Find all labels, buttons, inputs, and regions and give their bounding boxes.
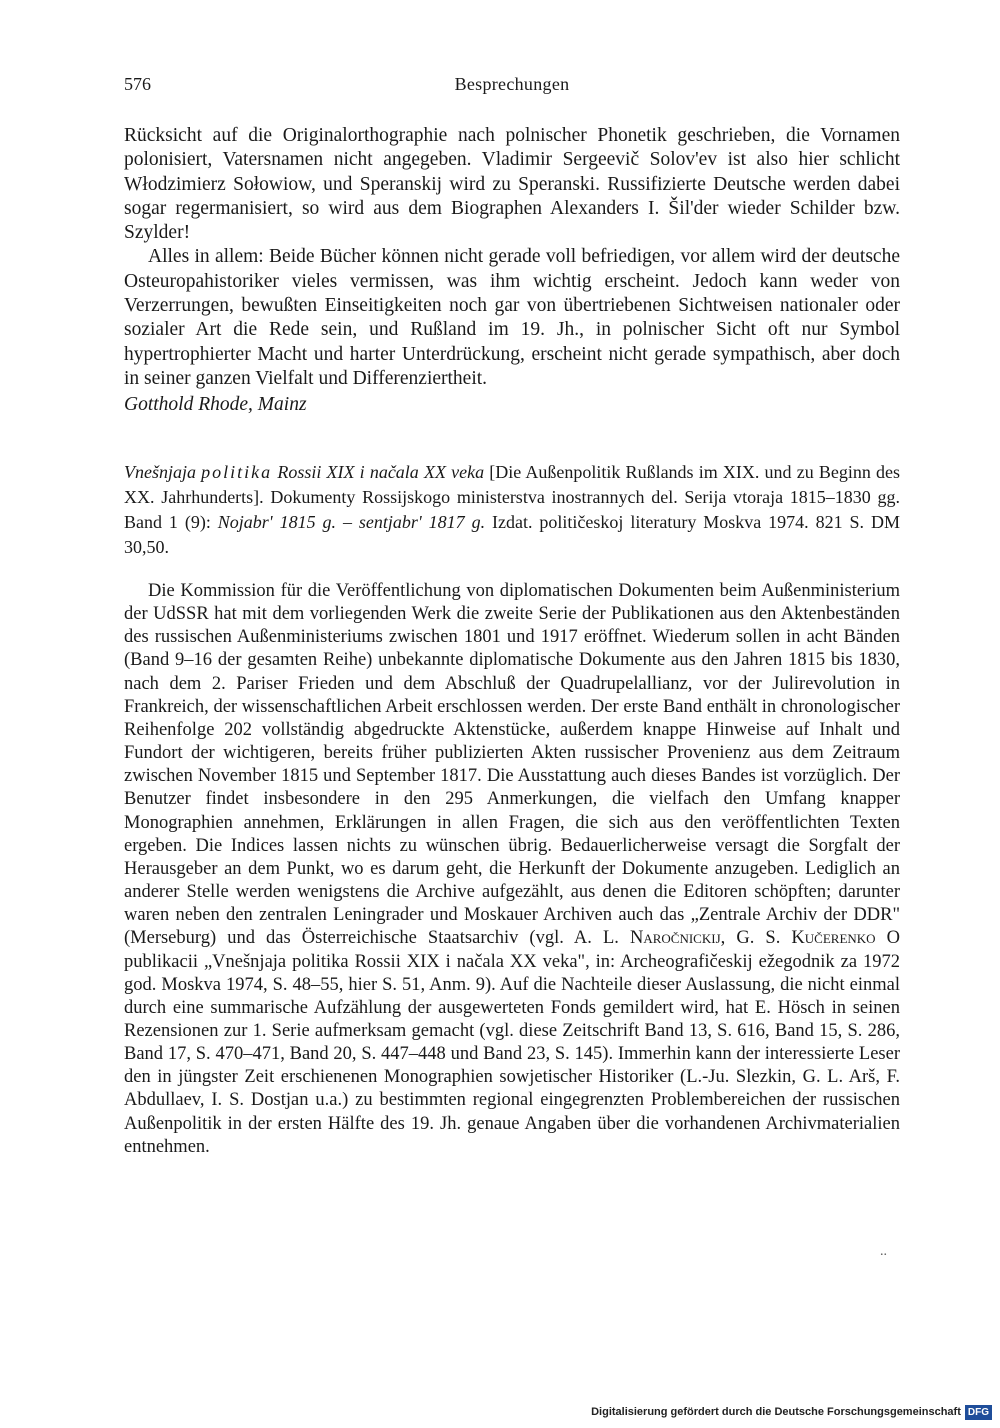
stray-mark: .. bbox=[880, 1244, 887, 1259]
author-name: Naročnickij bbox=[629, 928, 721, 949]
running-head bbox=[124, 74, 900, 102]
review-text: O publikacii „Vnešnjaja politika Rossii XIX i načala XX veka", in: Archeografičeskij ežegodnik za 1972 god. Moskva 1974, S. 48–55, hier S. 51, Anm. 9). Auf die Nachteile dieser Auslassung, die nicht einmal durch eine summarische Aufzählung der ausgewerteten Fonds gemildert wird, hat E. Hösch in seinen Rezensionen zur 1. Serie aufmerksam gemacht (vgl. diese Zeitschrift Band 13, S. 616, Band 15, S. 286, Band 17, S. 470–471, Band 20, S. 447–448 und Band 23, S. 145). Immerhin kann der interessierte Leser den in jüngster Zeit erschienenen Monographien sowjetischer Historiker (L.-Ju. Slezkin, G. L. Arš, F. Abdullaev, I. S. Dostjan u.a.) zu bestimmten regional eingegrenzten Problembereichen der russischen Außenpolitik in der ersten Hälfte des 19. Jh. genaue Angaben über die vorhandenen Archivmaterialien entnehmen. bbox=[124, 928, 901, 1157]
footer-credit bbox=[591, 1404, 992, 1420]
review-conclusion bbox=[124, 124, 900, 418]
citation-title: Rossii XIX i načala XX veka bbox=[277, 462, 485, 482]
citation-title: Vnešnjaja bbox=[124, 462, 196, 482]
author-name: Kučerenko bbox=[791, 928, 876, 949]
reviewer-signature: Gotthold Rhode, Mainz bbox=[124, 394, 307, 416]
citation-text: Izdat. političeskoj literatury Moskva 1974. 821 S. DM 30,50. bbox=[124, 512, 900, 557]
running-head-title: Besprechungen bbox=[454, 74, 570, 94]
review-text: Die Kommission für die Veröffentlichung von diplomatischen Dokumenten beim Außenministerium der UdSSR hat mit dem vorliegenden Werk die zweite Serie der Publikationen aus den Aktenbeständen des russischen Außenministeriums zwischen 1801 und 1917 eröffnet. Wiederum sollen in acht Bänden (Band 9–16 der gesamten Reihe) unbekannte diplomatische Dokumente aus den Jahren 1815 bis 1830, nach dem 2. Pariser Frieden und dem Abschluß der Quadrupelallianz, vor der Julirevolution in Frankreich, der wissenschaftlichen Arbeit erschlossen werden. Der erste Band enthält in chronologischer Reihenfolge 202 vollständig abgedruckte Aktenstücke, außerdem knappe Hinweise auf Inhalt und Fundort der wichtigeren, bereits früher publizierten Akten russischer Provenienz aus dem Zeitraum zwischen November 1815 und September 1817. Die Ausstattung auch dieses Bandes ist vorzüglich. Der Benutzer findet insbesondere in den 295 Anmerkungen, die vielfach den Umfang knapper Monographien annehmen, Erklärungen in allen Fragen, die sich aus den veröffentlichten Texten ergeben. Die Indices lassen nichts zu wünschen übrig. Bedauerlicherweise versagt die Sorgfalt der Herausgeber an dem Punkt, wo es darum geht, die Herkunft der Dokumente anzugeben. Lediglich an anderer Stelle werden wenigstens die Archive aufgezählt, aus denen die Editoren schöpften; darunter waren neben den zentralen Leningrader und Moskauer Archiven auch das „Zentrale Archiv der DDR" (Merseburg) und das Österreichische Staatsarchiv (vgl. A. L. bbox=[124, 581, 900, 949]
footer-credit-text: Digitalisierung gefördert durch die Deutsche Forschungsgemeinschaft bbox=[591, 1406, 961, 1418]
book-citation bbox=[124, 460, 900, 560]
review-text: , G. S. bbox=[720, 928, 792, 949]
review-body bbox=[124, 580, 900, 1159]
citation-text: [Die Außenpolitik Rußlands im XIX. und zu Beginn des XX. Jahrhunderts]. Dokumenty Rossijskogo ministerstva inostrannych del. Serija vtoraja 1815–1830 gg. Band 1 (9): bbox=[124, 462, 901, 532]
citation-title: politika bbox=[201, 462, 273, 482]
citation-dates: Nojabr' 1815 g. – sentjabr' 1817 g. bbox=[217, 512, 486, 532]
page-number: 576 bbox=[124, 74, 151, 94]
review-paragraph: Alles in allem: Beide Bücher können nicht gerade voll befriedigen, vor allem wird der deutsche Osteuropahistoriker vieles vermissen, was ihm wichtig erscheint. Jedoch kann weder von Verzerrungen, bewußten Einseitigkeiten noch gar von übertriebenen Sichtweisen nationaler oder sozialer Art die Rede sein, und Rußland im 19. Jh., in polnischer Sicht oft nur Symbol hypertrophierter Macht und harter Unterdrückung, erscheint nicht gerade sympathisch, aber doch in seiner ganzen Vielfalt und Differenziertheit. bbox=[124, 246, 900, 389]
dfg-logo-icon: DFG bbox=[965, 1405, 992, 1420]
review-paragraph: Rücksicht auf die Originalorthographie nach polnischer Phonetik geschrieben, die Vornamen polonisiert, Vatersnamen nicht angegeben. Vladimir Sergeevič Solov'ev ist also hier schlicht Włodzimierz Sołowiow, und Speranskij wird zu Speranski. Russifizierte Deutsche werden dabei sogar regermanisiert, so wird aus dem Biographen Alexanders I. Šil'der wieder Schilder bzw. Szylder! bbox=[124, 125, 900, 244]
